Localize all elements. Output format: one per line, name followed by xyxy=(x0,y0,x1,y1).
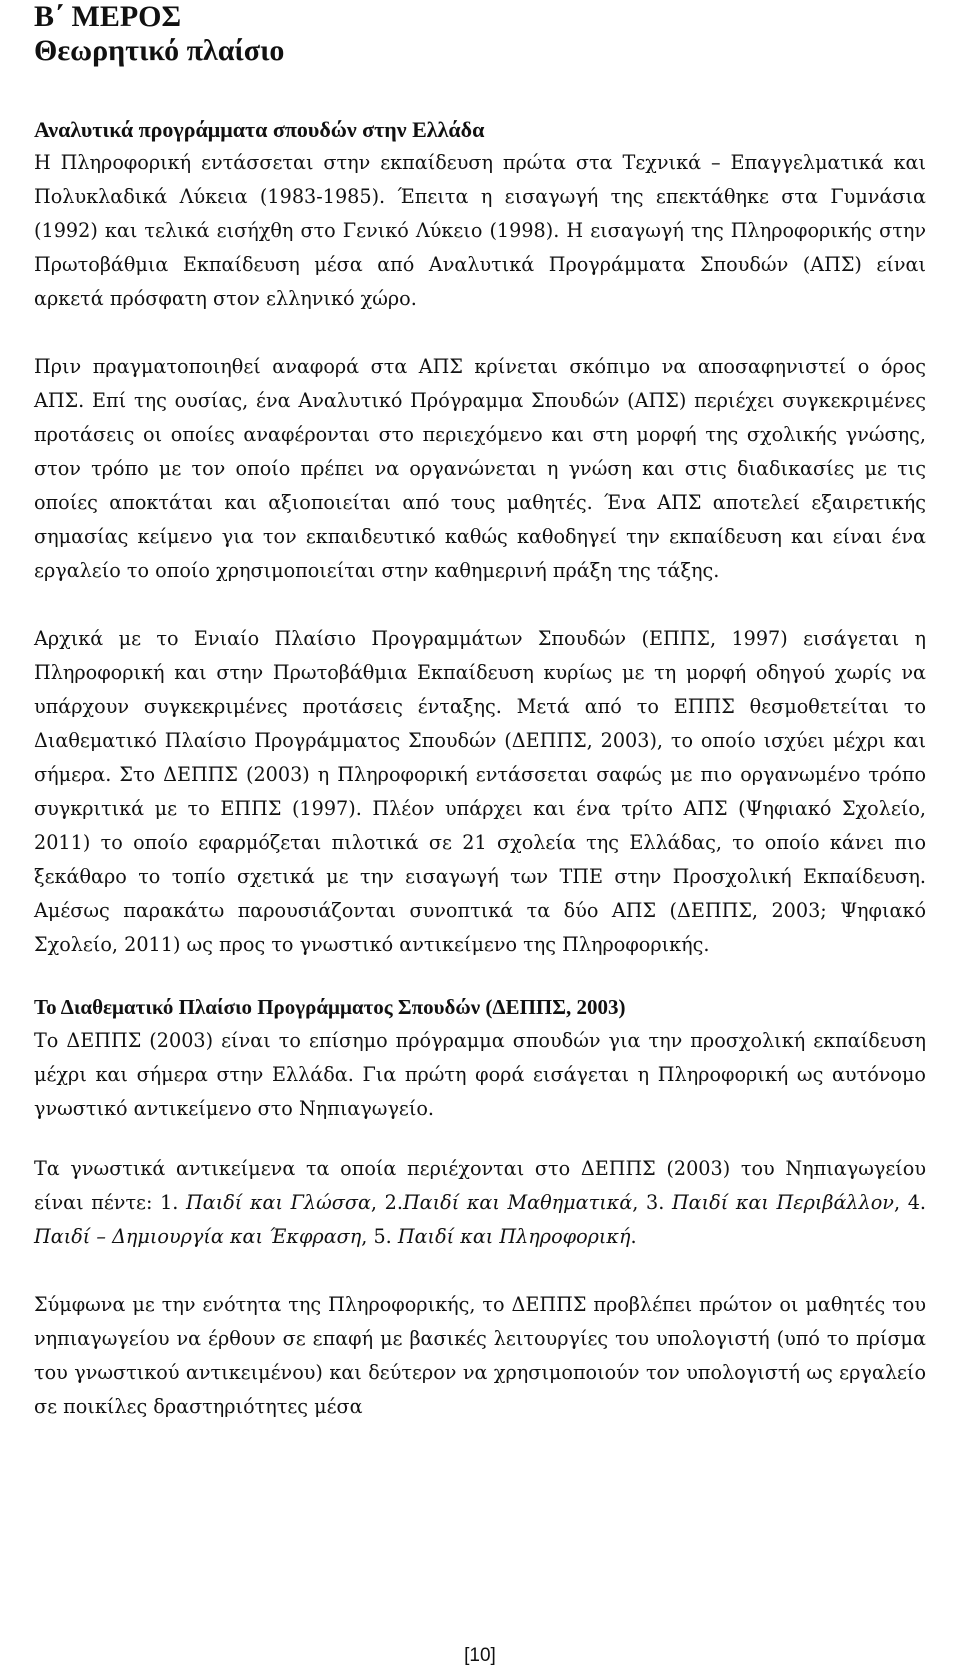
paragraph: Το ΔΕΠΠΣ (2003) είναι το επίσημο πρόγραμμα σπουδών για την προσχολική εκπαίδευση μέχρι και σήμερα στην Ελλάδα. Για πρώτη φορά εισάγεται η Πληροφορική ως αυτόνομο γνωστικό αντικείμενο στο Νηπιαγωγείο. xyxy=(34,1029,926,1120)
page-number: [10] xyxy=(464,1645,496,1666)
sentence-end: . xyxy=(630,1225,637,1248)
subject-number: 1. xyxy=(160,1191,187,1214)
paragraph: Αρχικά με το Ενιαίο Πλαίσιο Προγραμμάτων Σπουδών (ΕΠΠΣ, 1997) εισάγεται η Πληροφορική και στην Πρωτοβάθμια Εκπαίδευση κυρίως με τη μορφή οδηγού χωρίς να υπάρχουν συγκεκριμένες προτάσεις ένταξης. Μετά από το ΕΠΠΣ θεσμοθετείται το Διαθεματικό Πλαίσιο Προγράμματος Σπουδών (ΔΕΠΠΣ, 2003), το οποίο ισχύει μέχρι και σήμερα. Στο ΔΕΠΠΣ (2003) η Πληροφορική εντάσσεται σαφώς με πιο οργανωμένο τρόπο συγκριτικά με το ΕΠΠΣ (1997). Πλέον υπάρχει και ένα τρίτο ΑΠΣ (Ψηφιακό Σχολείο, 2011) το οποίο εφαρμόζεται πιλοτικά σε 21 σχολεία της Ελλάδας, το οποίο κάνει πιο ξεκάθαρο το τοπίο σχετικά με την εισαγωγή των ΤΠΕ στην Προσχολική Εκπαίδευση. Αμέσως παρακάτω παρουσιάζονται συνοπτικά τα δύο ΑΠΣ (ΔΕΠΠΣ, 2003; Ψηφιακό Σχολείο, 2011) ως προς το γνωστικό αντικείμενο της Πληροφορικής. xyxy=(34,627,926,956)
subject-mathematics: Παιδί και Μαθηματικά xyxy=(402,1191,633,1214)
section-heading-curricula: Αναλυτικά προγράμματα σπουδών στην Ελλάδα xyxy=(34,117,485,142)
paragraph: Πριν πραγματοποιηθεί αναφορά στα ΑΠΣ κρίνεται σκόπιμο να αποσαφηνιστεί ο όρος ΑΠΣ. Επί της ουσίας, ένα Αναλυτικό Πρόγραμμα Σπουδών (ΑΠΣ) περιέχει συγκεκριμένες προτάσεις οι οποίες αναφέρονται στο περιεχόμενο και στη μορφή της σχολικής γνώσης, στον τρόπο με τον οποίο πρέπει να οργανώνεται η γνώση και στις διαδικασίες με τις οποίες αποκτάται και αξιοποιείται από τους μαθητές. Ένα ΑΠΣ αποτελεί εξαιρετικής σημασίας κείμενο για τον εκπαιδευτικό καθώς καθοδηγεί την εκπαίδευση και είναι ένα εργαλείο το οποίο χρησιμοποιείται στην καθημερινή πράξη της τάξης. xyxy=(34,355,926,582)
paragraph: Σύμφωνα με την ενότητα της Πληροφορικής, το ΔΕΠΠΣ προβλέπει πρώτον οι μαθητές του νηπιαγωγείου να έρθουν σε επαφή με βασικές λειτουργίες του υπολογιστή (υπό το πρίσμα του γνωστικού αντικειμένου) και δεύτερον να χρησιμοποιούν τον υπολογιστή ως εργαλείο σε ποικίλες δραστηριότητες μέσα xyxy=(34,1293,926,1418)
subject-environment: Παιδί και Περιβάλλον xyxy=(671,1191,894,1214)
subject-language: Παιδί και Γλώσσα xyxy=(186,1191,371,1214)
subject-number: , 2. xyxy=(370,1191,403,1214)
subject-creation-expression: Παιδί – Δημιουργία και Έκφραση xyxy=(34,1225,362,1248)
subjects-intro: Τα γνωστικά αντικείμενα τα οποία περιέχονται στο ΔΕΠΠΣ (2003) του Νηπιαγωγείου είναι πέντε: xyxy=(34,1157,926,1214)
subject-number: , 4. xyxy=(893,1191,926,1214)
subject-number: , 3. xyxy=(632,1191,672,1214)
part-subtitle: Θεωρητικό πλαίσιο xyxy=(34,34,285,67)
document-page xyxy=(34,0,926,1424)
paragraph: Η Πληροφορική εντάσσεται στην εκπαίδευση πρώτα στα Τεχνικά – Επαγγελματικά και Πολυκλαδικά Λύκεια (1983-1985). Έπειτα η εισαγωγή της επεκτάθηκε στα Γυμνάσια (1992) και τελικά εισήχθη στο Γενικό Λύκειο (1998). Η εισαγωγή της Πληροφορικής στην Πρωτοβάθμια Εκπαίδευση μέσα από Αναλυτικά Προγράμματα Σπουδών (ΑΠΣ) είναι αρκετά πρόσφατη στον ελληνικό χώρο. xyxy=(34,151,926,310)
section-heading-depps: Το Διαθεματικό Πλαίσιο Προγράμματος Σπουδών (ΔΕΠΠΣ, 2003) xyxy=(34,995,626,1019)
subject-number: , 5. xyxy=(361,1225,398,1248)
part-label: Β΄ ΜΕΡΟΣ xyxy=(34,0,182,33)
paragraph-subjects xyxy=(34,1152,926,1254)
subject-informatics: Παιδί και Πληροφορική xyxy=(397,1225,631,1248)
